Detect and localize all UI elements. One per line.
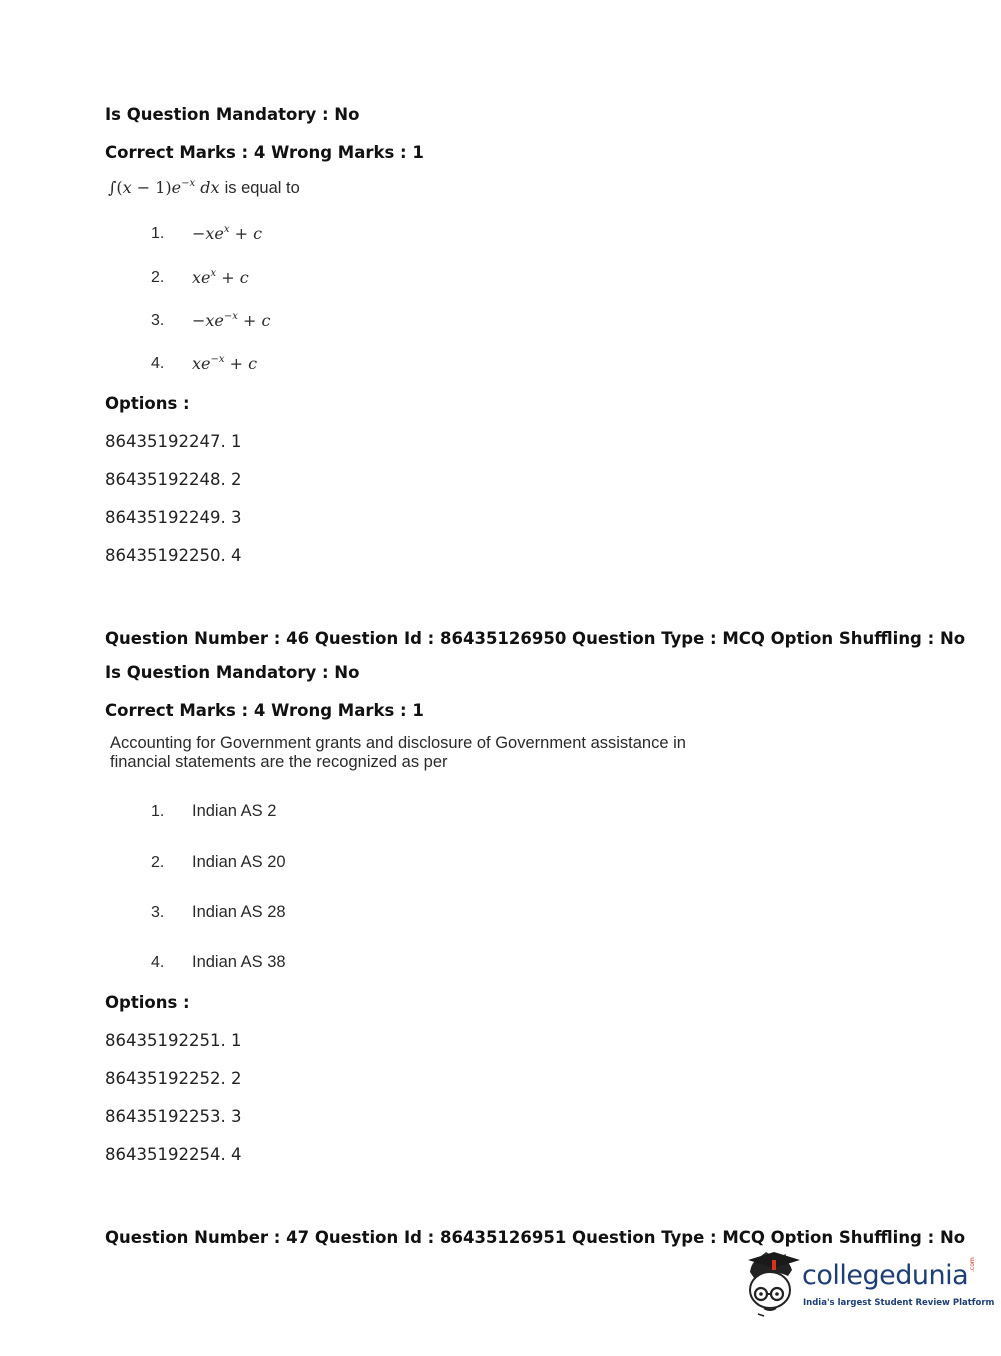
option-number: 4. (151, 355, 165, 372)
logo-tagline: India's largest Student Review Platform (803, 1298, 995, 1308)
options-label: Options : (105, 394, 190, 413)
option-number: 1. (151, 803, 165, 820)
option-id: 86435192253. 3 (105, 1107, 242, 1126)
option-number: 2. (151, 854, 165, 871)
option-text: Indian AS 2 (192, 802, 277, 820)
option-number: 2. (151, 269, 165, 286)
option-id: 86435192251. 1 (105, 1031, 242, 1050)
integral-expression: $\int(x - 1)e^{-x}$ dx (108, 178, 220, 197)
question-suffix: is equal to (224, 179, 300, 197)
collegedunia-logo (742, 1250, 995, 1320)
option-id: 86435192250. 4 (105, 546, 242, 565)
option-expression-2: $xe^x + c$ (192, 268, 249, 287)
option-text: Indian AS 28 (192, 903, 286, 921)
mandatory-line: Is Question Mandatory : No (105, 663, 360, 682)
option-expression-1: $-xe^x + c$ (192, 224, 263, 243)
option-id: 86435192254. 4 (105, 1145, 242, 1164)
option-id: 86435192248. 2 (105, 470, 242, 489)
question-header: Question Number : 47 Question Id : 86435126951 Question Type : MCQ Option Shuffling : No (105, 1228, 966, 1247)
logo-com: .com (969, 1257, 976, 1272)
mandatory-line: Is Question Mandatory : No (105, 105, 360, 124)
option-number: 4. (151, 954, 165, 971)
option-text: Indian AS 20 (192, 853, 286, 871)
options-label: Options : (105, 993, 190, 1012)
question-text (108, 178, 300, 198)
question-text-line-1: Accounting for Government grants and disclosure of Government assistance in (110, 734, 686, 752)
marks-line: Correct Marks : 4 Wrong Marks : 1 (105, 143, 424, 162)
mascot-icon (742, 1250, 802, 1318)
option-id: 86435192247. 1 (105, 432, 242, 451)
option-id: 86435192252. 2 (105, 1069, 242, 1088)
option-text: Indian AS 38 (192, 953, 286, 971)
option-id: 86435192249. 3 (105, 508, 242, 527)
option-number: 1. (151, 225, 165, 242)
option-expression-3: $-xe^{-x} + c$ (192, 311, 271, 330)
question-header: Question Number : 46 Question Id : 86435126950 Question Type : MCQ Option Shuffling : No (105, 629, 966, 648)
option-number: 3. (151, 904, 165, 921)
marks-line: Correct Marks : 4 Wrong Marks : 1 (105, 701, 424, 720)
logo-wordmark: collegedunia (802, 1260, 969, 1291)
question-text-line-2: financial statements are the recognized as per (110, 753, 448, 771)
option-number: 3. (151, 312, 165, 329)
option-expression-4: $xe^{-x} + c$ (192, 354, 258, 373)
